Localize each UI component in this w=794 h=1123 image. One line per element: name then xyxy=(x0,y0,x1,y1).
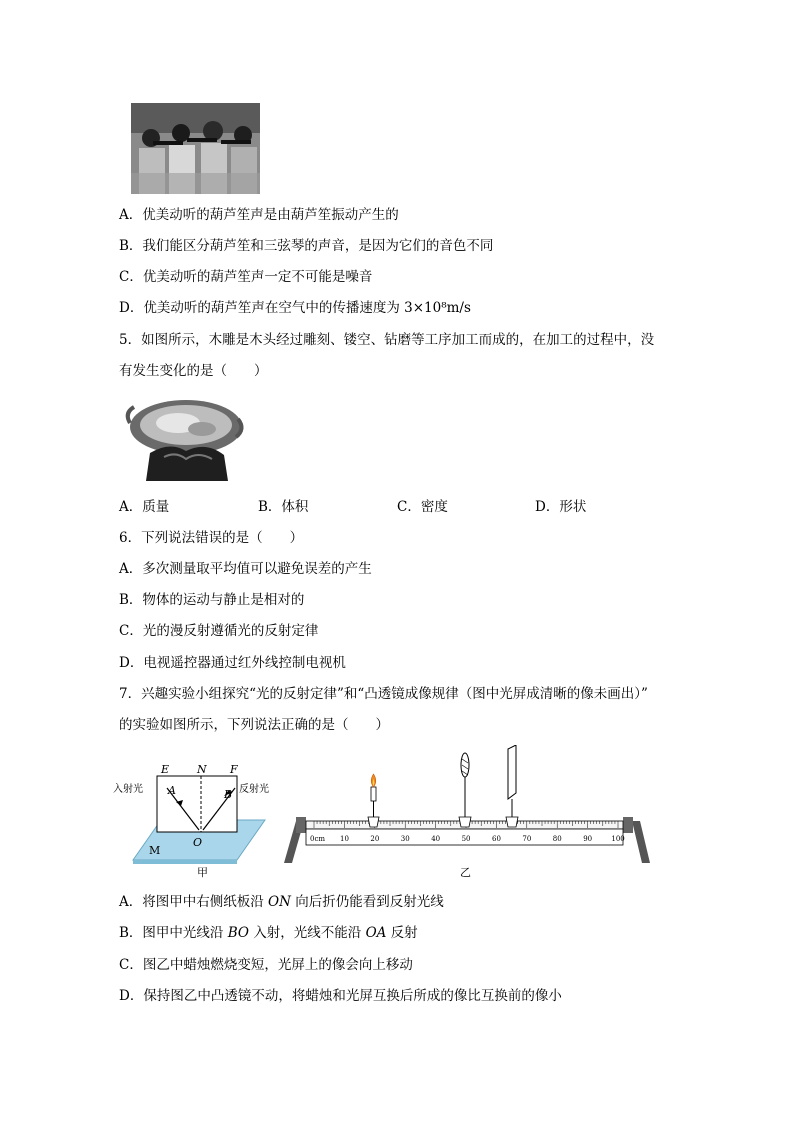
scale-label: 80 xyxy=(552,835,562,843)
q5-option-a: A．质量 xyxy=(119,499,170,515)
q7-option-b-oa: OA xyxy=(365,925,387,941)
scale-label: 100 xyxy=(611,835,625,843)
figure-optical-bench xyxy=(282,745,654,882)
q7-option-c: C．图乙中蜡烛燃烧变短，光屏上的像会向上移动 xyxy=(119,957,413,973)
q7-option-a-on: ON xyxy=(268,894,291,910)
label-f: F xyxy=(230,763,238,776)
scale-label: 10 xyxy=(340,835,349,843)
q5-stem-line1: 5．如图所示，木雕是木头经过雕刻、镂空、钻磨等工序加工而成的，在加工的过程中，没 xyxy=(119,332,655,348)
figure-reflection xyxy=(113,760,273,882)
scale-label: 30 xyxy=(400,835,410,843)
label-o: O xyxy=(193,836,203,849)
q4-option-b: B．我们能区分葫芦笙和三弦琴的声音，是因为它们的音色不同 xyxy=(119,238,494,254)
q7-stem-line2: 的实验如图所示，下列说法正确的是（ ） xyxy=(119,717,389,733)
scale-unit: 0cm xyxy=(310,835,326,843)
scale-label: 90 xyxy=(583,835,593,843)
q7-stem-line1: 7．兴趣实验小组探究“光的反射定律”和“凸透镜成像规律（图中光屏成清晰的像未画出）” xyxy=(119,686,648,702)
q6-option-b: B．物体的运动与静止是相对的 xyxy=(119,592,305,608)
label-b: B xyxy=(224,788,233,801)
scale-label: 40 xyxy=(431,835,441,843)
label-n: N xyxy=(197,763,207,776)
q5-option-b: B．体积 xyxy=(258,499,309,515)
caption-yi: 乙 xyxy=(460,866,471,879)
label-reflected: 反射光 xyxy=(239,784,269,795)
caption-jia: 甲 xyxy=(197,866,208,879)
q6-option-a: A．多次测量取平均值可以避免误差的产生 xyxy=(119,561,372,577)
q6-option-d: D．电视遥控器通过红外线控制电视机 xyxy=(119,655,346,671)
q6-option-c: C．光的漫反射遵循光的反射定律 xyxy=(119,623,319,639)
q7-option-b-mid: 入射，光线不能沿 xyxy=(248,925,366,941)
q7-option-d: D．保持图乙中凸透镜不动，将蜡烛和光屏互换后所成的像比互换前的像小 xyxy=(119,988,562,1004)
label-a: A xyxy=(168,784,176,797)
candle xyxy=(368,774,379,827)
scale-label: 20 xyxy=(370,835,380,843)
wood-carving-image xyxy=(120,393,247,481)
hulusi-photo xyxy=(131,103,260,194)
q5-stem-line2: 有发生变化的是（ ） xyxy=(119,363,268,379)
q5-option-d: D．形状 xyxy=(535,499,587,515)
q6-stem: 6．下列说法错误的是（ ） xyxy=(119,530,304,546)
q7-option-a-pre: A．将图甲中右侧纸板沿 xyxy=(119,894,269,910)
q4-option-d: D．优美动听的葫芦笙声在空气中的传播速度为 3×10⁸m/s xyxy=(119,300,471,316)
q7-option-b-pre: B．图甲中光线沿 xyxy=(119,925,228,941)
q7-option-b-bo: BO xyxy=(227,925,249,941)
scale-label: 70 xyxy=(522,835,532,843)
q7-option-b-post: 反射 xyxy=(386,925,418,941)
q4-option-c: C．优美动听的葫芦笙声一定不可能是噪音 xyxy=(119,269,373,285)
label-incident: 入射光 xyxy=(113,784,143,795)
q7-option-a xyxy=(119,892,444,912)
q4-option-a: A．优美动听的葫芦笙声是由葫芦笙振动产生的 xyxy=(119,207,399,223)
q7-option-b xyxy=(119,923,418,943)
q7-option-a-post: 向后折仍能看到反射光线 xyxy=(290,894,444,910)
light-screen xyxy=(506,745,518,827)
convex-lens xyxy=(459,753,471,827)
q5-option-c: C．密度 xyxy=(397,499,448,515)
label-e: E xyxy=(161,763,170,776)
scale-label: 50 xyxy=(461,835,471,843)
scale-label: 60 xyxy=(492,835,501,843)
label-m: M xyxy=(149,844,161,857)
